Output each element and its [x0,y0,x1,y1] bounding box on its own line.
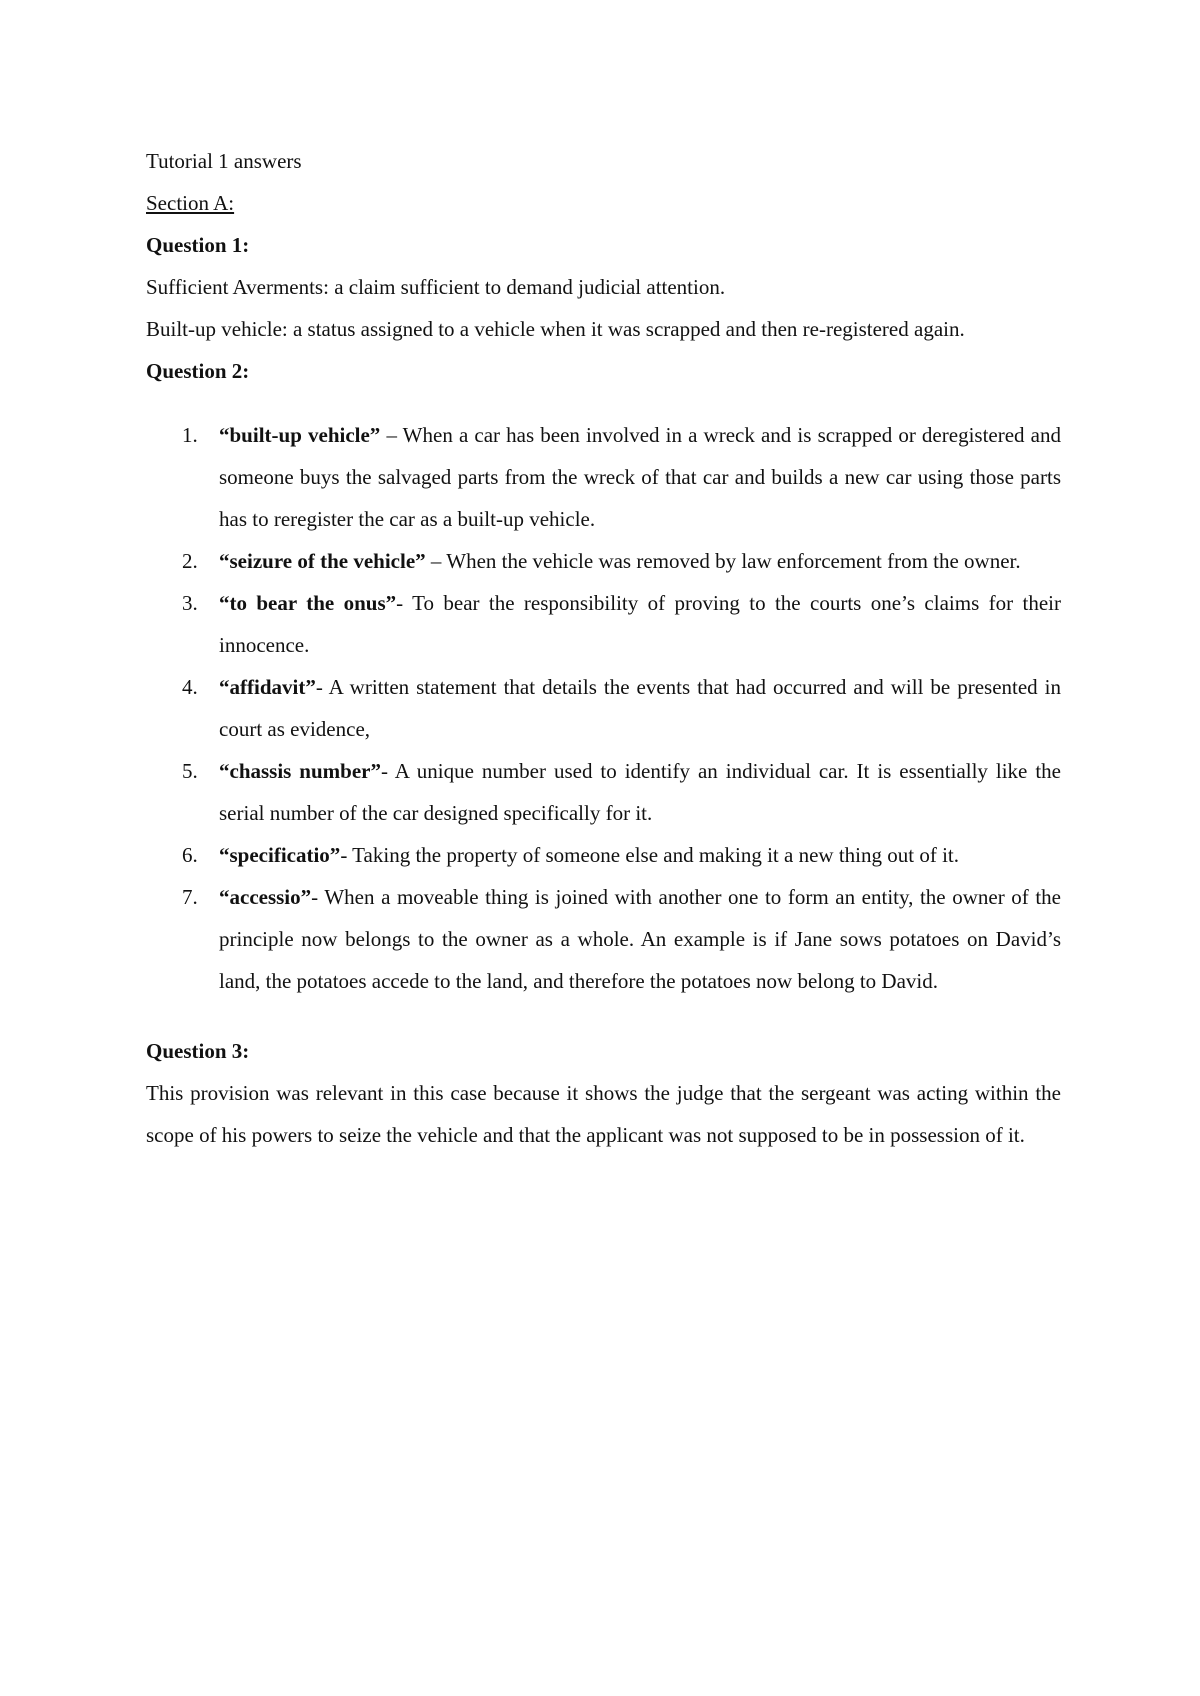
definition: - A written statement that details the events that had occurred and will be presented in court as evidence, [219,675,1061,741]
list-item [146,834,1061,876]
definitions-list [146,414,1061,1002]
question-1-answer-line: Built-up vehicle: a status assigned to a vehicle when it was scrapped and then re-registered again. [146,317,965,341]
list-item [146,540,1061,582]
list-item [146,666,1061,750]
definition: – When the vehicle was removed by law enforcement from the owner. [425,549,1021,573]
term: “specificatio” [219,843,341,867]
question-2-heading: Question 2: [146,359,250,383]
list-number: 5. [182,759,198,783]
list-number: 2. [182,549,198,573]
definition: - A unique number used to identify an individual car. It is essentially like the serial number of the car designed specifically for it. [219,759,1061,825]
list-number: 6. [182,843,198,867]
list-number: 3. [182,591,198,615]
question-1-heading: Question 1: [146,233,250,257]
term: “seizure of the vehicle” [219,549,426,573]
list-item [146,876,1061,1002]
term: “accessio” [219,885,312,909]
question-3-heading: Question 3: [146,1039,250,1063]
term: “built-up vehicle” [219,423,381,447]
list-item [146,582,1061,666]
definition: - Taking the property of someone else and making it a new thing out of it. [340,843,959,867]
definition: - To bear the responsibility of proving to the courts one’s claims for their innocence. [219,591,1061,657]
definition: – When a car has been involved in a wreck and is scrapped or deregistered and someone buys the salvaged parts from the wreck of that car and builds a new car using those parts has to reregister the car as a built-up vehicle. [219,423,1061,531]
term: “to bear the onus” [219,591,397,615]
term: “chassis number” [219,759,381,783]
list-item [146,750,1061,834]
term: “affidavit” [219,675,316,699]
list-number: 1. [182,423,198,447]
definition: - When a moveable thing is joined with another one to form an entity, the owner of the principle now belongs to the owner as a whole. An example is if Jane sows potatoes on David’s land, the potatoes accede to the land, and therefore the potatoes now belong to David. [219,885,1061,993]
list-number: 7. [182,885,198,909]
list-number: 4. [182,675,198,699]
document-page [146,140,1061,1156]
question-3-answer: This provision was relevant in this case because it shows the judge that the sergeant was acting within the scope of his powers to seize the vehicle and that the applicant was not supposed to be in possession of it. [146,1081,1061,1147]
document-title: Tutorial 1 answers [146,149,302,173]
list-item [146,414,1061,540]
section-heading: Section A: [146,191,235,215]
question-1-answer-line: Sufficient Averments: a claim sufficient to demand judicial attention. [146,275,726,299]
